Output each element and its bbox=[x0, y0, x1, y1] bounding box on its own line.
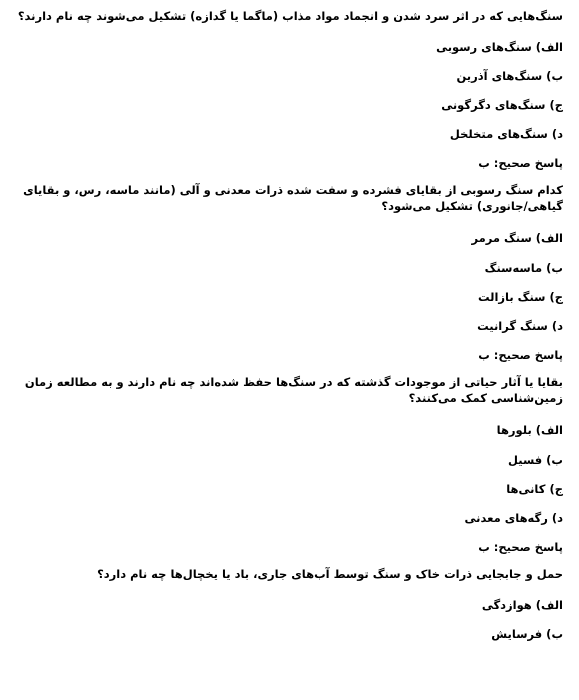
question-3-option-a: الف) بلورها bbox=[496, 423, 563, 437]
question-2-option-c: ج) سنگ بازالت bbox=[477, 290, 563, 304]
question-2-answer: پاسخ صحیح: ب bbox=[478, 348, 563, 362]
question-4-option-b: ب) فرسایش bbox=[491, 627, 563, 641]
question-1-option-b: ب) سنگ‌های آذرین bbox=[456, 69, 563, 83]
question-2-option-b: ب) ماسه‌سنگ bbox=[484, 261, 563, 275]
question-4-option-a: الف) هوازدگی bbox=[481, 598, 563, 612]
question-3-option-b: ب) فسیل bbox=[507, 453, 563, 467]
question-1-option-c: ج) سنگ‌های دگرگونی bbox=[441, 98, 563, 112]
question-4-text: حمل و جابجایی ذرات خاک و سنگ توسط آب‌های جاری، باد یا یخچال‌ها چه نام دارد؟ bbox=[97, 567, 563, 581]
question-3-text: بقایا یا آثار حیاتی از موجودات گذشته که در سنگ‌ها حفظ شده‌اند چه نام دارند و به مطالعه زمان زمین‌شناسی کمک می‌کنند؟ bbox=[24, 375, 563, 405]
question-1-option-d: د) سنگ‌های متخلخل bbox=[449, 127, 563, 141]
question-3-answer: پاسخ صحیح: ب bbox=[478, 540, 563, 554]
question-1-text: سنگ‌هایی که در اثر سرد شدن و انجماد مواد مذاب (ماگما یا گدازه) تشکیل می‌شوند چه نام دارند؟ bbox=[17, 9, 563, 23]
question-1-option-a: الف) سنگ‌های رسوبی bbox=[436, 40, 563, 54]
question-2-text: کدام سنگ رسوبی از بقایای فشرده و سفت شده ذرات معدنی و آلی (مانند ماسه، رس، و بقایای گیاهی/جانوری) تشکیل می‌شود؟ bbox=[23, 183, 563, 213]
question-3-option-c: ج) کانی‌ها bbox=[506, 482, 563, 496]
question-3-option-d: د) رگه‌های معدنی bbox=[464, 511, 563, 525]
question-1-answer: پاسخ صحیح: ب bbox=[478, 156, 563, 170]
question-2-option-a: الف) سنگ مرمر bbox=[471, 231, 563, 245]
question-2-option-d: د) سنگ گرانیت bbox=[477, 319, 563, 333]
